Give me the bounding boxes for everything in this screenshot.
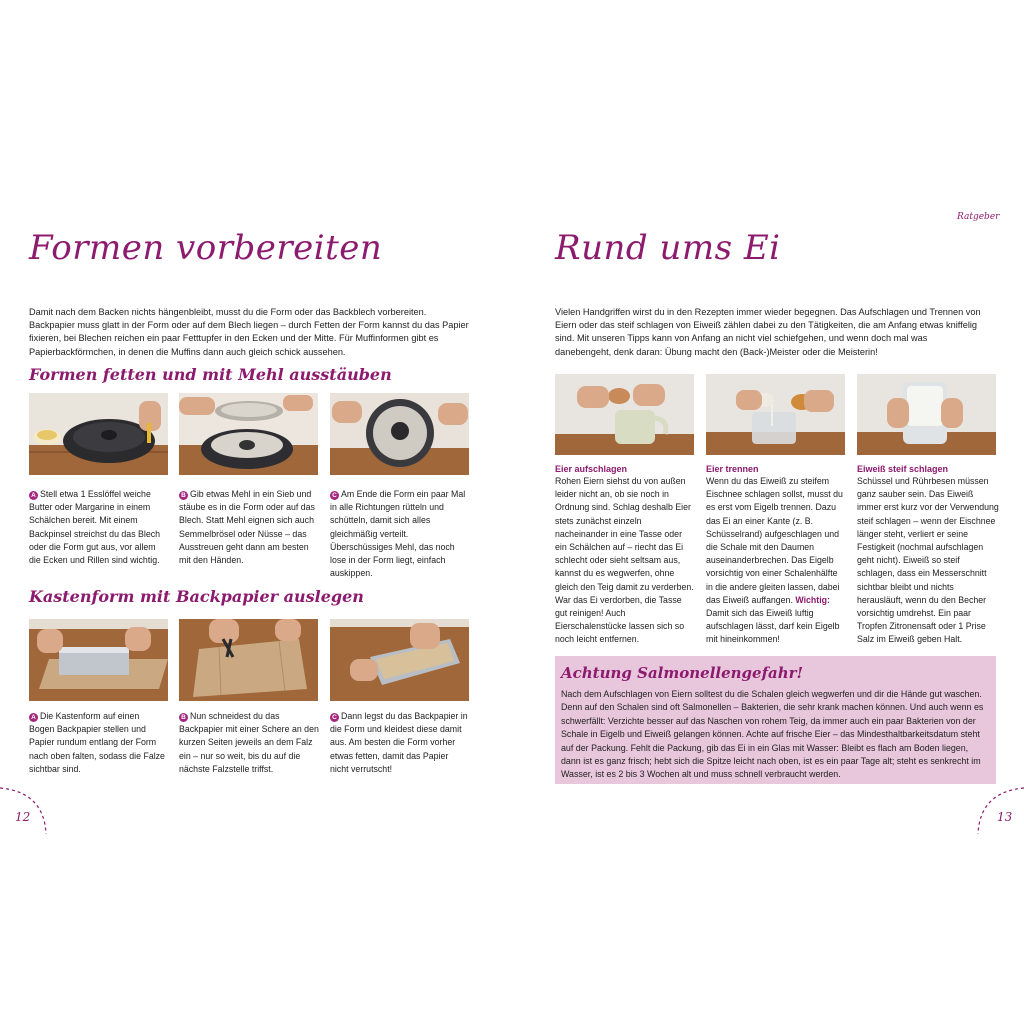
step-badge-a: A [29,491,38,500]
column-beating-whites [857,463,999,647]
column-heading: Eier trennen [706,464,759,474]
photo-cracking-egg [555,374,694,455]
step-text: Die Kastenform auf einen Bogen Backpapier stellen und Papier rundum entlang der Form nach oben falten, sodass die Falze sichtbar sind. [29,711,165,774]
photo-cutting-paper [179,619,318,701]
column-text [706,475,846,647]
step-lining-a [29,710,167,776]
photo-beaten-egg-whites [857,374,996,455]
step-text: Stell etwa 1 Esslöffel weiche Butter oder Margarine in einem Schälchen bereit. Mit einem Backpinsel streichst du das Blech oder die Form gut aus, vor allem die Ecken und Rillen sind wichtig. [29,489,161,566]
column-text: Schüssel und Rührbesen müssen ganz sauber sein. Das Eiweiß immer erst kurz vor der Verwendung steif schlagen – wenn der Eischnee länger steht, verliert er seine Festigkeit (nochmal aufschlagen geht nicht). Eiweiß so steif schlagen, dass ein Messerschnitt sichtbar bleibt und nichts herausläuft, wenn du den Becher vorsichtig umdrehst. Ein paar Tropfen Zitronensaft oder 1 Prise Salz im Eiweiß geben Halt. [857,476,999,645]
step-greasing-b [179,488,319,567]
step-text: Dann legst du das Backpapier in die Form und kleidest diese damit aus. Am besten die Form vorher etwas fetten, damit das Papier nicht verrutscht! [330,711,468,774]
photo-shaking-pan [330,393,469,475]
column-text-body: Wenn du das Eiweiß zu steifem Eischnee schlagen sollst, musst du es erst vom Eigelb trennen. Dazu das Ei an einer Kante (z. B. Schüsselrand) aufgeschlagen und die Schale mit den Daumen auseinanderbrechen. Das Eigelb vorsichtig von einer Schalenhälfte in die andere gleiten lassen, dabei das Eiweiß auffangen. [706,476,843,605]
step-greasing-c [330,488,468,580]
warning-title: Achtung Salmonellengefahr! [561,664,804,682]
running-head: Ratgeber [957,212,1000,222]
step-text: Am Ende die Form ein paar Mal in alle Richtungen rütteln und schütteln, damit sich alles gleichmäßig verteilt. Überschüssiges Mehl, das noch lose in der Form liegt, einfach auskippen. [330,489,466,579]
step-text: Gib etwas Mehl in ein Sieb und stäube es in die Form oder auf das Blech. Statt Mehl eignen sich auch Semmelbrösel oder Nüsse – das Ausstreuen geht dann am besten mit den Händen. [179,489,315,566]
left-intro: Damit nach dem Backen nichts hängenbleibt, musst du die Form oder das Backblech vorbereiten. Backpapier muss glatt in der Form oder auf dem Blech liegen – durch Fetten der Form kannst du das Papier fixieren, bei Blechen reichen ein paar Fetttupfer in den Ecken und der Mitte. Für Muffinformen gibt es Papierbackförmchen, in denen die Muffins dann auch gleich schick aussehen. [29,307,469,357]
tip-label: Wichtig: [795,594,830,605]
photo-lining-pan [330,619,469,701]
photo-dusting-flour [179,393,318,475]
step-badge-b: B [179,491,188,500]
column-heading: Eier aufschlagen [555,464,628,474]
step-lining-c [330,710,468,776]
page-number-right: 13 [997,810,1013,824]
tip-text: Damit sich das Eiweiß luftig aufschlagen lässt, darf kein Eigelb mit hineinkommen! [706,608,840,645]
warning-text: Nach dem Aufschlagen von Eiern solltest du die Schalen gleich wegwerfen und dir die Hände gut waschen. Denn auf den Schalen sind oft Salmonellen – Bakterien, die sehr krank machen können. Und auch wenn es schwerfällt: Verzichte besser auf das Naschen von rohem Teig, da immer auch ein paar Bakterien von der Schale in Eigelb und Eiweiß gelangen können. Achte auf frische Eier – das Mindesthaltbarkeitsdatum steht auf der Packung. Fehlt die Packung, gib das Ei in ein Glas mit Wasser: Bleibt es flach am Boden liegen, dann ist es ganz frisch; hebt sich die Spitze leicht nach oben, ist es ein paar Tage alt; steht es senkrecht im Wasser, ist es 2 bis 3 Wochen alt und muss schnell verbraucht werden. [561,689,984,780]
column-cracking-eggs [555,463,695,647]
step-lining-b [179,710,319,776]
right-page-title: Rund ums Ei [555,228,781,268]
photo-loaf-pan-on-paper [29,619,168,701]
step-badge-a: A [29,713,38,722]
section-loaf-pan-title: Kastenform mit Backpapier auslegen [29,587,364,606]
photo-separating-egg [706,374,845,455]
step-text: Nun schneidest du das Backpapier mit einer Schere an den kurzen Seiten jeweils an dem Falz ein – nur so weit, bis du auf die nächste Falzstelle triffst. [179,711,319,774]
step-badge-c: C [330,491,339,500]
step-badge-b: B [179,713,188,722]
salmonella-warning-box [555,656,996,784]
column-text: Rohen Eiern siehst du von außen leider nicht an, ob sie noch in Ordnung sind. Schlag deshalb Eier stets zunächst einzeln nacheinander in eine Tasse oder ein Schälchen auf – riecht das Ei schlecht oder sieht seltsam aus, kannst du es wegwerfen, ohne gleich den Teig damit zu verderben. War das Ei verdorben, die Tasse gut reinigen! Auch Eierschalenstücke lassen sich so noch leicht entfernen. [555,476,694,645]
step-badge-c: C [330,713,339,722]
section-greasing-title: Formen fetten und mit Mehl ausstäuben [29,365,392,384]
column-heading: Eiweiß steif schlagen [857,464,949,474]
step-greasing-a [29,488,167,567]
page-corner-arc-right [964,782,1024,842]
right-intro: Vielen Handgriffen wirst du in den Rezepten immer wieder begegnen. Das Aufschlagen und Trennen von Eiern oder das steif schlagen von Eiweiß zählen dabei zu den Tätigkeiten, die am Anfang etwas kniffelig sind. Mit unseren Tipps kann von Anfang an nicht viel schiefgehen, und wenn doch mal was danebengeht, denk daran: Übung macht den (Back-)Meister oder die Meisterin! [555,307,981,357]
left-page-title: Formen vorbereiten [29,228,383,268]
photo-brushing-bundt-pan [29,393,168,475]
page-number-left: 12 [15,810,31,824]
column-separating-eggs [706,463,846,647]
